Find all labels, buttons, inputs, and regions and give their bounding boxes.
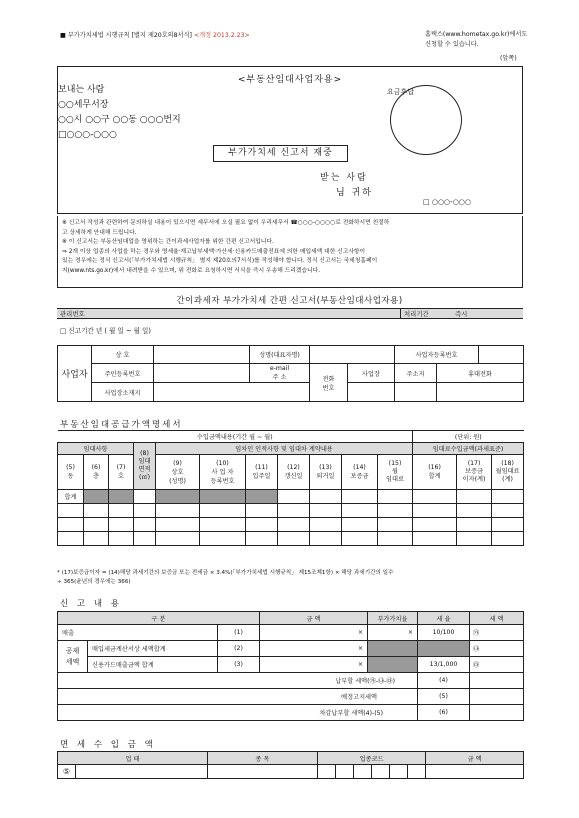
- cell[interactable]: [378, 518, 413, 532]
- value-rate-header: 부가가치율: [368, 612, 418, 625]
- sender-block: [58, 83, 181, 143]
- notice-line: 지(www.nts.go.kr)에서 내려받을 수 있으며, 위 전화로 요청하시면 서식을 즉시 우송해 드리겠습니다.: [62, 267, 321, 274]
- phone-label-l2: 번호: [322, 384, 335, 392]
- purchase-label: 매입세금계산서상 세액합계: [88, 641, 218, 657]
- cell[interactable]: [457, 518, 492, 532]
- report-table: [57, 611, 524, 721]
- home-phone-label: 주소지: [395, 364, 437, 383]
- mobile-label: 휴대전화: [437, 364, 524, 383]
- col-13-moveout: (13) 퇴거일: [310, 455, 342, 490]
- sales-tax[interactable]: ㉮: [470, 625, 524, 641]
- cell[interactable]: [84, 518, 109, 532]
- sales-label: 매출: [58, 625, 218, 641]
- business-label: 사업자: [58, 346, 92, 402]
- exempt-section-title: [60, 738, 156, 750]
- resident-no-label: 주민등록번호: [92, 364, 154, 383]
- tenant-group-header: 임차인 인적사항 및 임대차 계약내용: [156, 443, 413, 455]
- cell[interactable]: [413, 518, 457, 532]
- prenotice-label: 예정고지세액: [58, 689, 418, 705]
- purchase-amount[interactable]: ×: [260, 641, 368, 657]
- management-bar: [57, 308, 523, 319]
- resident-no-field[interactable]: [154, 364, 250, 383]
- cell[interactable]: [200, 504, 246, 518]
- revised-date: <개정 2013.2.23>: [193, 32, 250, 39]
- footnote-line: * (17)보증금이자 = (14)해당 과세기간의 보증금 또는 전세금 × 3.4%(「부가가치세법 시행규칙」 제15조제1항) × 해당 과세기간의 일수: [57, 570, 394, 576]
- total-field[interactable]: [342, 490, 378, 504]
- mail-title: <부동산임대사업자용>: [237, 75, 343, 85]
- payable-field[interactable]: [470, 673, 524, 689]
- payable-label: 납부할 세액(㉮-㉯-㉰): [58, 673, 418, 689]
- hatched-cell: [368, 641, 418, 657]
- sender-zip: □○○○-○○○: [58, 130, 117, 140]
- cell[interactable]: [310, 518, 342, 532]
- sales-tax-rate: 10/100: [418, 625, 470, 641]
- cell[interactable]: [278, 504, 310, 518]
- hatched-cell: [156, 490, 200, 504]
- cell[interactable]: [457, 532, 492, 546]
- cell[interactable]: [156, 504, 200, 518]
- report-title: 신 고 내 용: [60, 599, 122, 609]
- cell[interactable]: [200, 518, 246, 532]
- location-label: 사업장소재지: [92, 383, 154, 402]
- col-7-unit: (7) 호: [109, 455, 134, 490]
- cell[interactable]: [378, 532, 413, 546]
- sender-address: ○○시 ○○구 ○○동 ○○○번지: [58, 115, 181, 125]
- col-8-area: (8) 임대 면적 (㎡): [134, 443, 156, 490]
- location-field[interactable]: [154, 383, 310, 402]
- hatched-cell: [84, 490, 109, 504]
- cell[interactable]: [413, 532, 457, 546]
- ceo-label: 성명(대표자명): [250, 346, 310, 364]
- cell[interactable]: [342, 518, 378, 532]
- net-payable-field[interactable]: [470, 705, 524, 721]
- mail-envelope: [57, 66, 523, 214]
- hometax-line2: 신청할 수 있습니다.: [425, 41, 479, 48]
- exempt-amount-header: 금 액: [426, 752, 524, 765]
- deposit-footnote: [57, 569, 523, 587]
- deduction-label: 공제 세액: [58, 641, 88, 673]
- col-10-tenant-regno: (10) 사 업 자 등록번호: [200, 455, 246, 490]
- business-info-table: [57, 345, 524, 402]
- cell[interactable]: [109, 532, 134, 546]
- office-phone-label: 사업장: [348, 364, 395, 383]
- code-digit[interactable]: [354, 765, 372, 779]
- return-title: 부가가치세 신고서 재중: [213, 145, 348, 162]
- processing-immediate: 즉시: [455, 310, 468, 318]
- cell[interactable]: [200, 532, 246, 546]
- trade-name-label: 상 호: [92, 346, 154, 364]
- regno-label: 사업자등록번호: [395, 346, 479, 364]
- page-side: (앞쪽): [500, 55, 517, 62]
- table-row: [58, 504, 524, 518]
- exempt-title: 면 세 수 입 금 액: [60, 740, 156, 750]
- cell[interactable]: [378, 504, 413, 518]
- cell[interactable]: [246, 532, 278, 546]
- receiver-honorific: 님 귀하: [336, 188, 373, 198]
- report-period[interactable]: □ 신고기간 년 ( 월 일 ~ 월 일): [60, 327, 151, 335]
- line-2: (2): [218, 641, 260, 657]
- footnote-line: ÷ 365(윤년의 경우에는 366): [57, 579, 131, 585]
- form-ref: ■ 부가가치세법 시행규칙 [별지 제20호의8서식]: [60, 32, 192, 39]
- col-5-building: (5) 동: [58, 455, 84, 490]
- cell[interactable]: [310, 504, 342, 518]
- col-9-tenant-name: (9) 상호 (성명): [156, 455, 200, 490]
- col-18-rent-sum: (18) 월임대료 (계): [492, 455, 524, 490]
- code-digit[interactable]: [408, 765, 426, 779]
- col-17-deposit-interest: (17) 보증금 이자(계): [457, 455, 492, 490]
- prenotice-field[interactable]: [470, 689, 524, 705]
- total-row-label: 합계: [58, 490, 84, 504]
- cell[interactable]: [84, 532, 109, 546]
- postage-label: 요금후납: [387, 88, 415, 96]
- card-tax-rate: 13/1,000: [418, 657, 470, 673]
- mobile-field[interactable]: [437, 383, 524, 402]
- cell[interactable]: [58, 504, 84, 518]
- notice-box: [57, 216, 523, 288]
- rent-title: 부동산임대공급가액명세서: [60, 420, 183, 430]
- col-14-deposit: (14) 보증금: [342, 455, 378, 490]
- cell[interactable]: [492, 504, 524, 518]
- cell[interactable]: [278, 532, 310, 546]
- report-section-title: [60, 597, 122, 609]
- line-5: (5): [418, 689, 470, 705]
- line-1: (1): [218, 625, 260, 641]
- business-type-field[interactable]: [76, 765, 208, 779]
- division-header: 구 분: [58, 612, 260, 625]
- total-field[interactable]: [310, 490, 342, 504]
- tax-header: 세 액: [470, 612, 524, 625]
- mgmt-number-label: 관리번호: [60, 310, 85, 318]
- hatched-cell: [109, 490, 134, 504]
- sales-amount[interactable]: ×: [260, 625, 368, 641]
- col-15-monthly-rent: (15) 월 임대료: [378, 455, 413, 490]
- notice-line: ⇒ 2개 이상 업종의 사업을 하는 경우와 영세율·재고납부세액·가산세·신용카드매출전표에 의한 매입세액 대한 신고사항이: [62, 248, 366, 255]
- phone-label: [310, 364, 348, 402]
- exempt-row-marker: ⑤: [58, 765, 76, 779]
- cell[interactable]: [246, 504, 278, 518]
- cell[interactable]: [457, 504, 492, 518]
- cell[interactable]: [492, 532, 524, 546]
- cell[interactable]: [109, 518, 134, 532]
- sender-office: ○○세무서장: [58, 100, 109, 110]
- col-11-movein: (11) 입주일: [246, 455, 278, 490]
- cell[interactable]: [492, 518, 524, 532]
- hometax-line1: 홈택스(www.hometax.go.kr)에서도: [425, 31, 528, 38]
- cell[interactable]: [134, 532, 156, 546]
- regno-field[interactable]: [479, 346, 524, 364]
- cell[interactable]: [58, 532, 84, 546]
- hatched-cell: [368, 657, 418, 673]
- line-4: (4): [418, 673, 470, 689]
- ceo-field[interactable]: [310, 346, 395, 364]
- hometax-note: [425, 30, 527, 50]
- code-digit[interactable]: [336, 765, 354, 779]
- notice-line: 고 상세하게 안내해 드립니다.: [62, 229, 137, 236]
- notice-line: 있는 경우에는 정식 신고서(「부가가치세법 시행규칙」 별지 제20호의7서식)를 작성해야 합니다. 정식 신고서는 국세청홈페이: [62, 258, 378, 264]
- table-row: [58, 532, 524, 546]
- business-type-header: 업 태: [58, 752, 208, 765]
- amount-header: 금 액: [260, 612, 368, 625]
- cell[interactable]: [156, 518, 200, 532]
- cell[interactable]: [109, 504, 134, 518]
- cell[interactable]: [134, 518, 156, 532]
- address-label: 주 소: [272, 374, 287, 381]
- cell[interactable]: [84, 504, 109, 518]
- item-header: 종 목: [208, 752, 318, 765]
- notice-line: ※ 신고서 작성과 관련하여 문의하실 내용이 있으시면 세무서에 오실 필요 없이 우리세무서 ☎○○○-○○○○로 전화하시면 친절하: [62, 220, 390, 226]
- processing-period-label: 처리기간: [400, 309, 429, 318]
- hatched-cell: [246, 490, 278, 504]
- cell[interactable]: [413, 504, 457, 518]
- lease-group-header: 임대사항: [58, 443, 134, 455]
- col-6-floor: (6) 층: [84, 455, 109, 490]
- total-field[interactable]: [378, 490, 413, 504]
- table-row: [58, 518, 524, 532]
- code-digit[interactable]: [372, 765, 390, 779]
- line-3: (3): [218, 657, 260, 673]
- item-field[interactable]: [208, 765, 318, 779]
- col-16-total: (16) 합계: [413, 455, 457, 490]
- cell[interactable]: [246, 518, 278, 532]
- notice-line: ※ 이 신고서는 부동산임대업을 영위하는 간이과세사업자를 위한 간편 신고서입니다.: [62, 239, 274, 245]
- card-sales-label: 신용카드매출금액 합계: [88, 657, 218, 673]
- unit-label: (단위: 원): [413, 431, 524, 443]
- col-12-renewal: (12) 갱신일: [278, 455, 310, 490]
- rent-supply-table: [57, 430, 524, 546]
- phone-label-l1: 전화: [322, 375, 335, 383]
- office-phone-field[interactable]: [348, 383, 395, 402]
- cell[interactable]: [342, 532, 378, 546]
- income-period: 수입금액내용(기간 월 ~ 월): [58, 431, 413, 443]
- receiver-zip: □ ○○○-○○○: [423, 198, 472, 206]
- industry-code-header: 업종코드: [318, 752, 426, 765]
- code-digit[interactable]: [318, 765, 336, 779]
- card-amount[interactable]: ×: [260, 657, 368, 673]
- total-field[interactable]: [278, 490, 310, 504]
- tax-rate-header: 세 율: [418, 612, 470, 625]
- total-field[interactable]: [413, 490, 457, 504]
- purchase-tax[interactable]: ㉯: [470, 641, 524, 657]
- trade-name-field[interactable]: [154, 346, 250, 364]
- total-field[interactable]: [492, 490, 524, 504]
- code-digit[interactable]: [390, 765, 408, 779]
- exempt-amount-field[interactable]: [426, 765, 524, 779]
- email-address-label: [250, 364, 310, 383]
- total-area-field[interactable]: [134, 490, 156, 504]
- form-header: [60, 30, 250, 39]
- net-payable-label: 차감납부할 세액(4)-(5): [58, 705, 418, 721]
- cell[interactable]: [156, 532, 200, 546]
- cell[interactable]: [278, 518, 310, 532]
- cell[interactable]: [342, 504, 378, 518]
- income-group-header: 임대료수입금액(과세표준): [413, 443, 524, 455]
- sales-value-rate[interactable]: ×: [368, 625, 418, 641]
- cell[interactable]: [310, 532, 342, 546]
- cell[interactable]: [58, 518, 84, 532]
- rent-section-title: [60, 418, 183, 430]
- cell[interactable]: [134, 504, 156, 518]
- form-title: 간이과세자 부가가치세 간편 신고서(부동산임대사업자용): [176, 296, 403, 306]
- hatched-cell: [418, 641, 470, 657]
- card-tax[interactable]: ㉰: [470, 657, 524, 673]
- exempt-table: [57, 751, 524, 779]
- receiver-label: 받는 사람: [320, 173, 368, 183]
- hatched-cell: [200, 490, 246, 504]
- sender-label: 보내는 사람: [58, 85, 105, 95]
- total-field[interactable]: [457, 490, 492, 504]
- line-6: (6): [418, 705, 470, 721]
- home-phone-field[interactable]: [395, 383, 437, 402]
- email-label: e-mail: [269, 365, 290, 372]
